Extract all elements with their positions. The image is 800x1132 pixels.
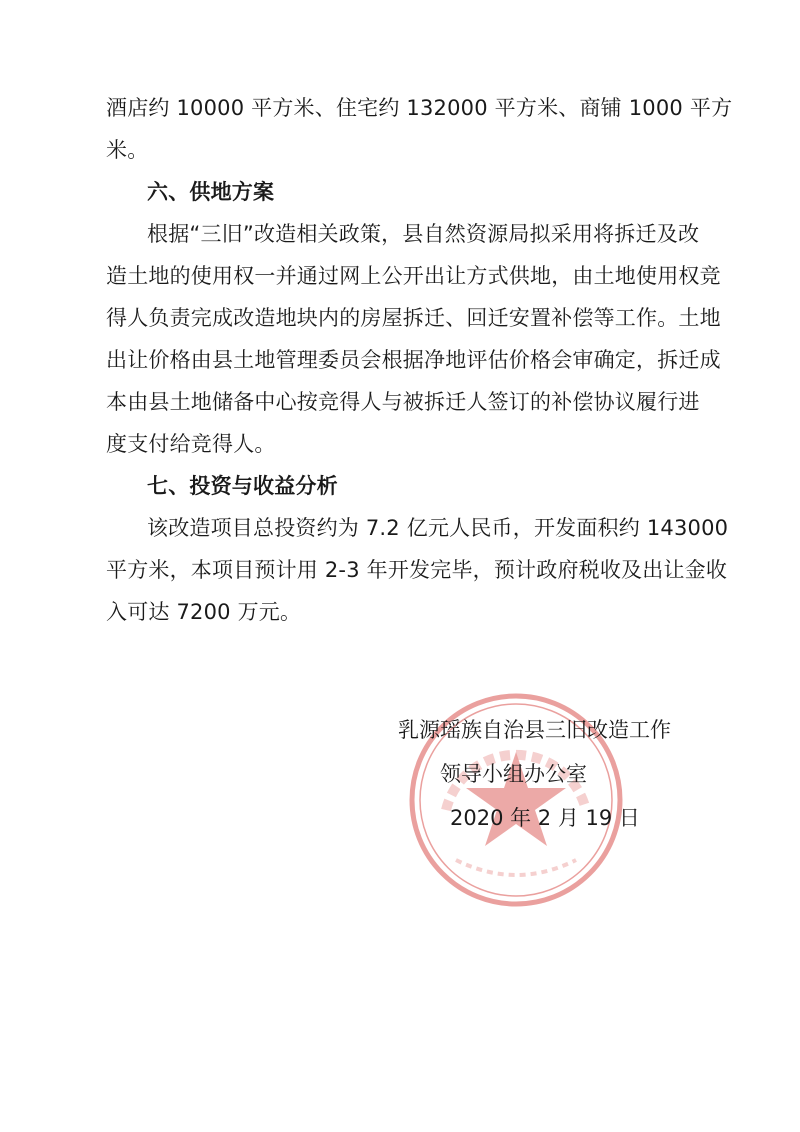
paragraph-line: 酒店约 10000 平方米、住宅约 132000 平方米、商铺 1000 平方 <box>106 96 733 120</box>
paragraph-line: 入可达 7200 万元。 <box>106 600 302 624</box>
signature-date: 2020 年 2 月 19 日 <box>450 806 640 830</box>
paragraph-line: 出让价格由县土地管理委员会根据净地评估价格会审确定，拆迁成 <box>106 348 721 372</box>
signature-organization-line2: 领导小组办公室 <box>440 762 587 786</box>
section-heading-investment: 七、投资与收益分析 <box>147 474 338 498</box>
paragraph-line: 米。 <box>106 138 149 162</box>
signature-organization-line1: 乳源瑶族自治县三旧改造工作 <box>398 718 671 742</box>
paragraph-line: 该改造项目总投资约为 7.2 亿元人民币，开发面积约 143000 <box>147 516 729 540</box>
paragraph-line: 度支付给竞得人。 <box>106 432 276 456</box>
paragraph-line: 本由县土地储备中心按竞得人与被拆迁人签订的补偿协议履行进 <box>106 390 700 414</box>
paragraph-line: 根据“三旧”改造相关政策，县自然资源局拟采用将拆迁及改 <box>147 222 700 246</box>
paragraph-line: 平方米，本项目预计用 2-3 年开发完毕，预计政府税收及出让金收 <box>106 558 728 582</box>
paragraph-line: 造土地的使用权一并通过网上公开出让方式供地，由土地使用权竞 <box>106 264 721 288</box>
section-heading-land-supply: 六、供地方案 <box>147 180 275 204</box>
paragraph-line: 得人负责完成改造地块内的房屋拆迁、回迁安置补偿等工作。土地 <box>106 306 721 330</box>
